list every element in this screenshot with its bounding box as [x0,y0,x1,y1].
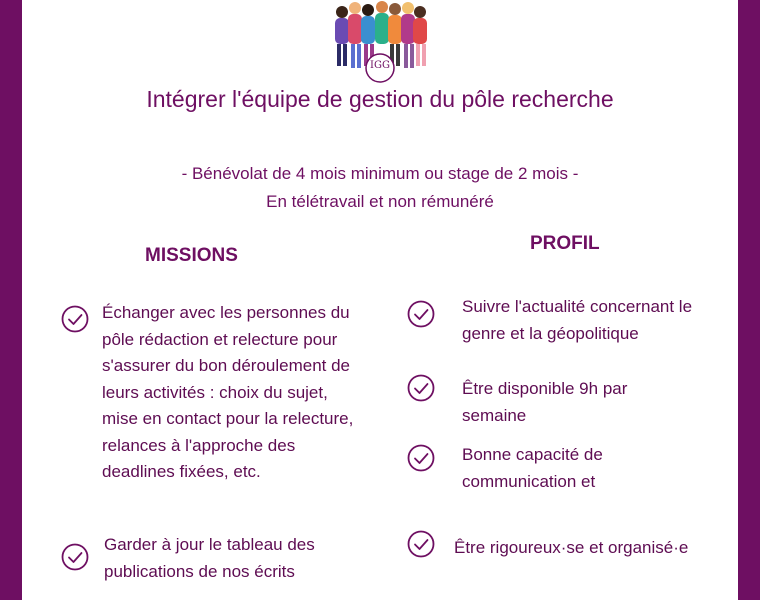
igg-people-group-icon [322,0,438,86]
profil-item: Suivre l'actualité concernant le genre et la géopolitique [462,297,693,343]
profil-item: Bonne capacité de communication et [462,445,603,491]
check-circle-icon [61,305,89,333]
logo-text: IGG [370,60,390,71]
check-circle-icon [407,300,435,328]
check-circle-icon [407,444,435,472]
mission-item: Garder à jour le tableau des publications de nos écrits [104,535,315,581]
subtitle-conditions: En télétravail et non rémunéré [266,192,494,211]
check-circle-icon [61,543,89,571]
missions-heading: MISSIONS [145,245,238,266]
profil-item: Être disponible 9h par semaine [462,379,628,425]
page-title: Intégrer l'équipe de gestion du pôle recherche [146,86,614,112]
check-circle-icon [407,530,435,558]
mission-item: Échanger avec les personnes du pôle rédaction et relecture pour s'assurer du bon déroulement de leurs activités : choix du sujet, mise en contact pour la relecture, relances à l'approche des deadlines fixées, etc. [102,303,354,481]
check-circle-icon [407,374,435,402]
subtitle-duration: - Bénévolat de 4 mois minimum ou stage de 2 mois - [181,164,579,183]
profil-item: Être rigoureux·se et organisé·e [454,538,689,557]
profil-heading: PROFIL [530,233,600,254]
